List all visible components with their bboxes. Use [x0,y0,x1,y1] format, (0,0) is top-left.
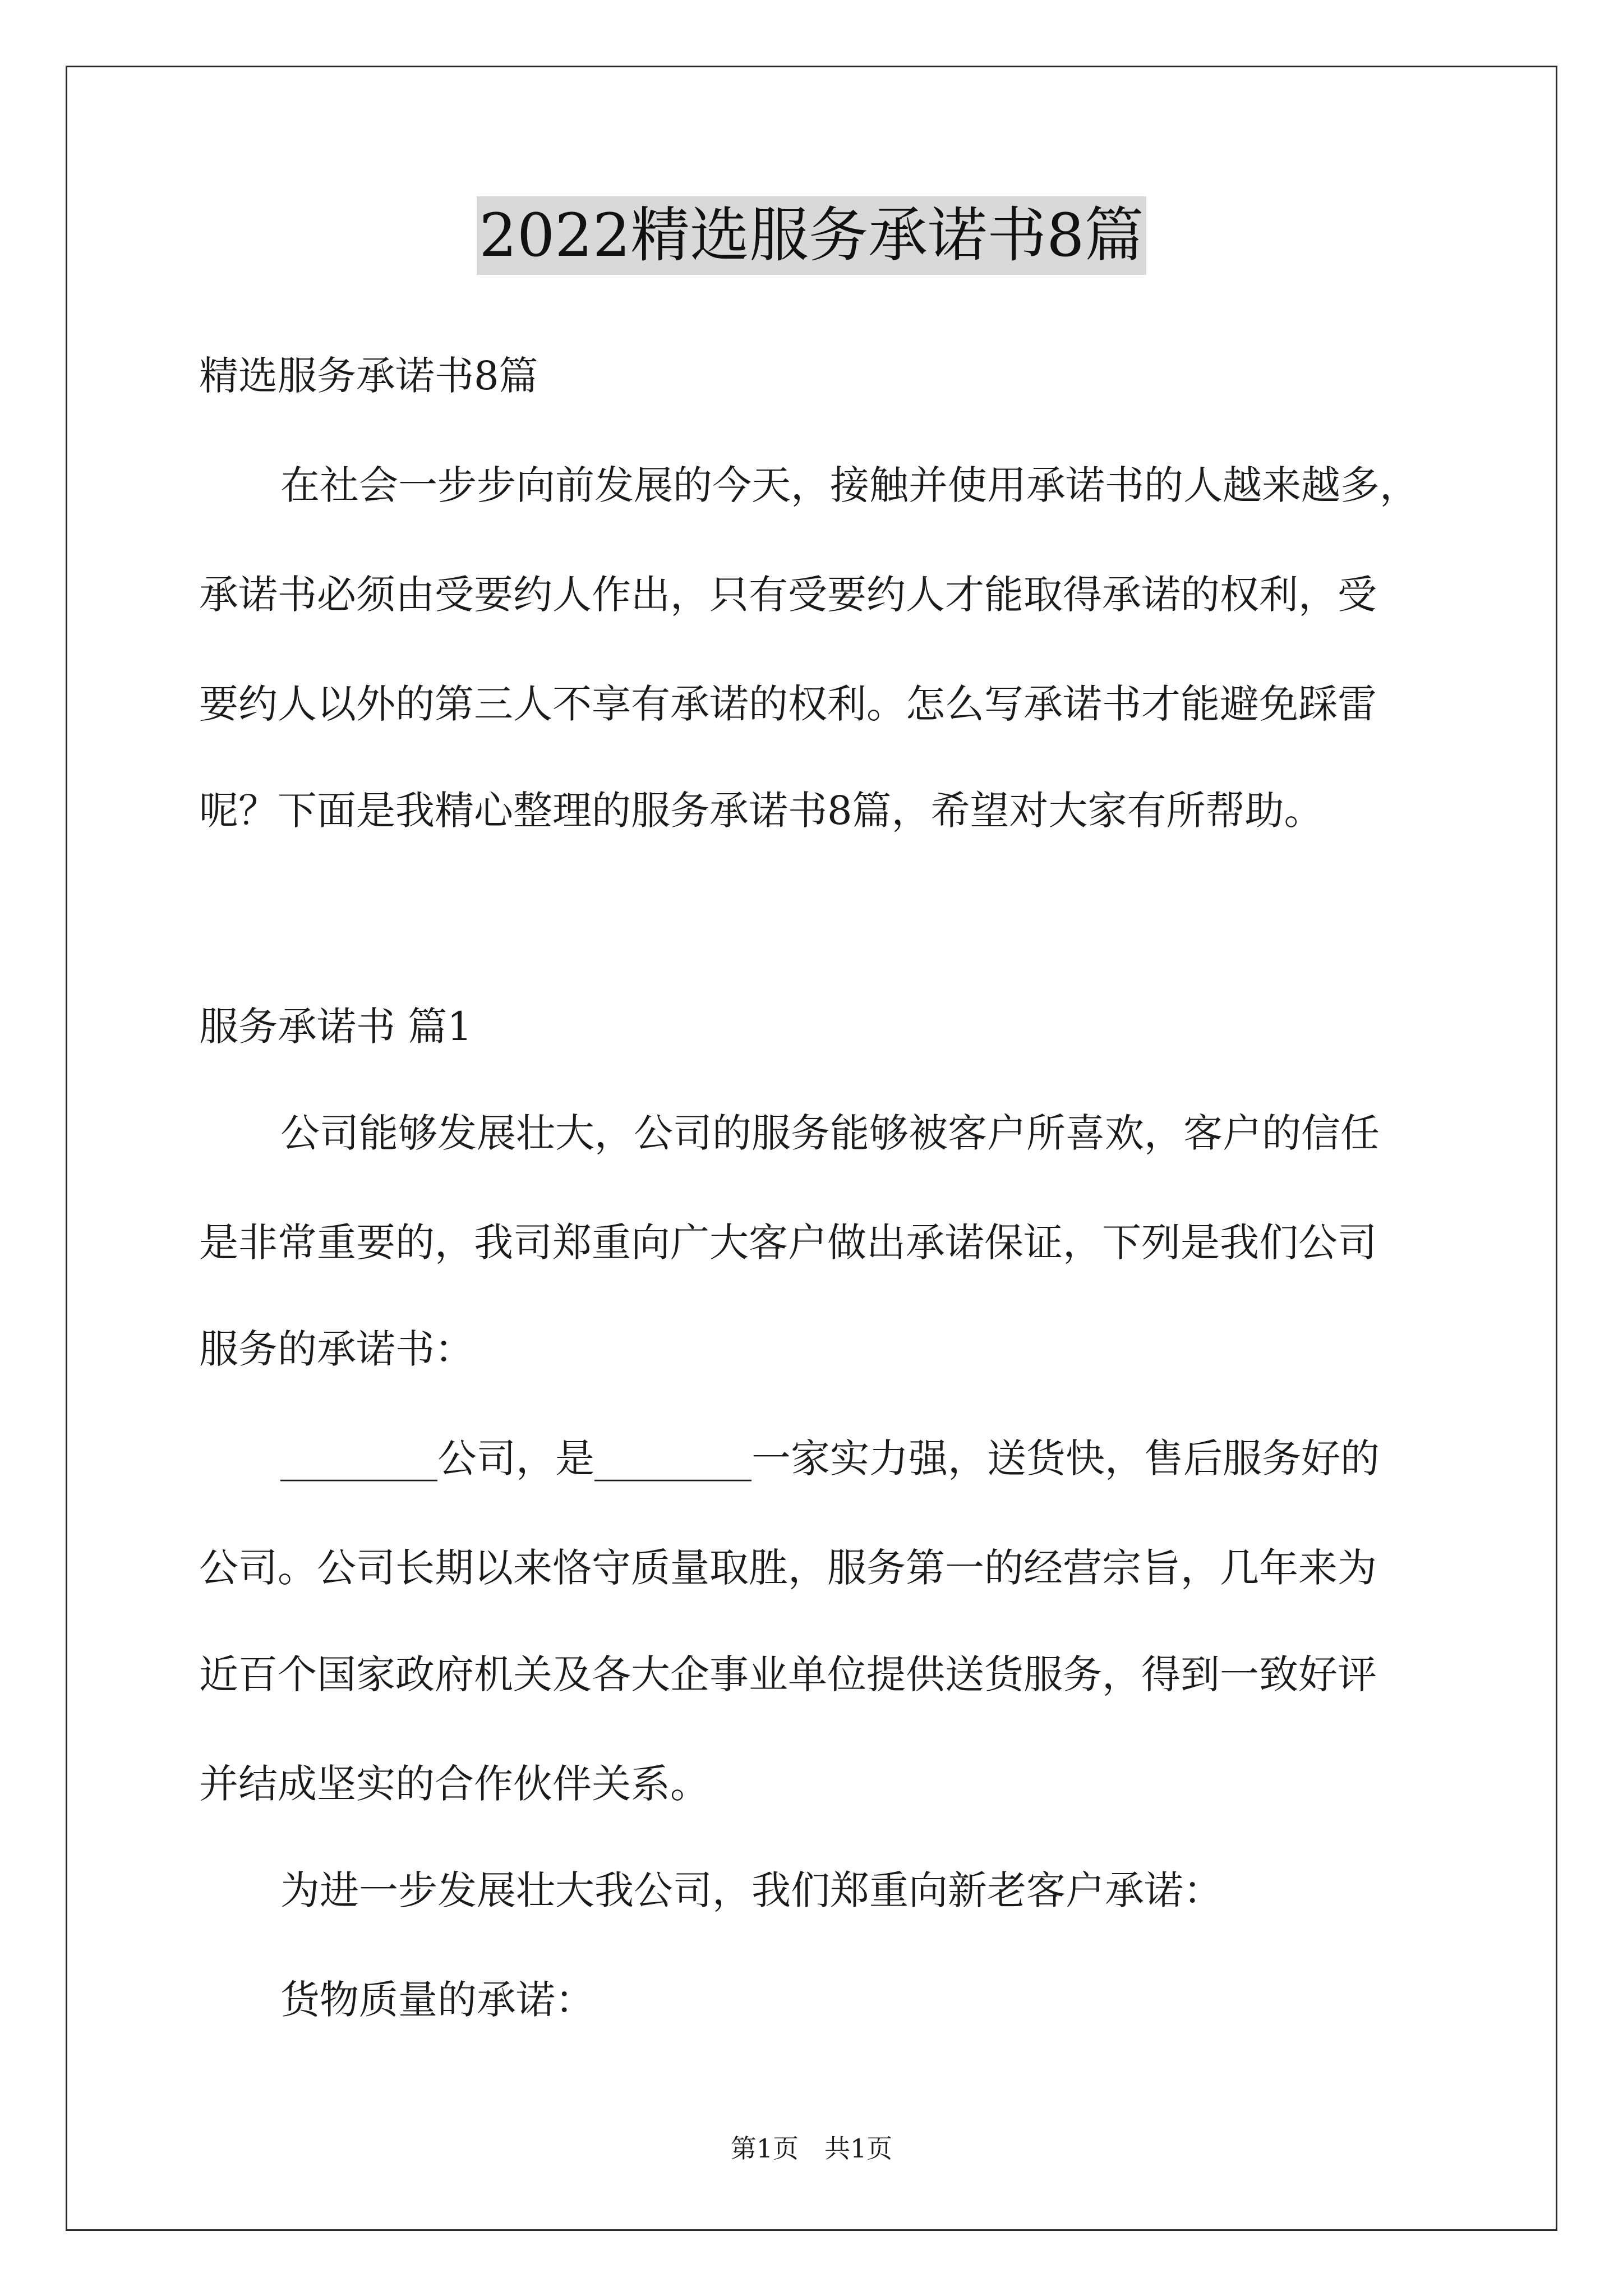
title-container [0,196,1623,275]
intro-line-2: 承诺书必须由受要约人作出，只有受要约人才能取得承诺的权利，受 [199,572,1377,618]
page-footer: 第1页 共1页 [730,2133,893,2164]
paragraph-line: 公司能够发展壮大，公司的服务能够被客户所喜欢，客户的信任 [280,1110,1380,1156]
paragraph-line: 公司。公司长期以来恪守质量取胜，服务第一的经营宗旨，几年来为 [199,1545,1377,1591]
paragraph-line: 货物质量的承诺： [280,1977,594,2023]
paragraph-line: 为进一步发展壮大我公司，我们郑重向新老客户承诺： [280,1867,1223,1913]
document-title: 2022精选服务承诺书8篇 [477,196,1146,275]
intro-line-3: 要约人以外的第三人不享有承诺的权利。怎么写承诺书才能避免踩雷 [199,681,1377,727]
intro-line-4: 呢？下面是我精心整理的服务承诺书8篇，希望对大家有所帮助。 [199,788,1324,834]
paragraph-line: ________公司，是________一家实力强，送货快，售后服务好的 [280,1435,1380,1481]
document-subtitle: 精选服务承诺书8篇 [199,353,538,399]
paragraph-line: 并结成坚实的合作伙伴关系。 [199,1761,709,1807]
section-heading: 服务承诺书 篇1 [199,1004,472,1050]
paragraph-line: 是非常重要的，我司郑重向广大客户做出承诺保证，下列是我们公司 [199,1220,1377,1266]
intro-line-1: 在社会一步步向前发展的今天，接触并使用承诺书的人越来越多， [280,462,1419,508]
paragraph-line: 服务的承诺书： [199,1326,474,1372]
paragraph-line: 近百个国家政府机关及各大企事业单位提供送货服务，得到一致好评 [199,1651,1377,1697]
